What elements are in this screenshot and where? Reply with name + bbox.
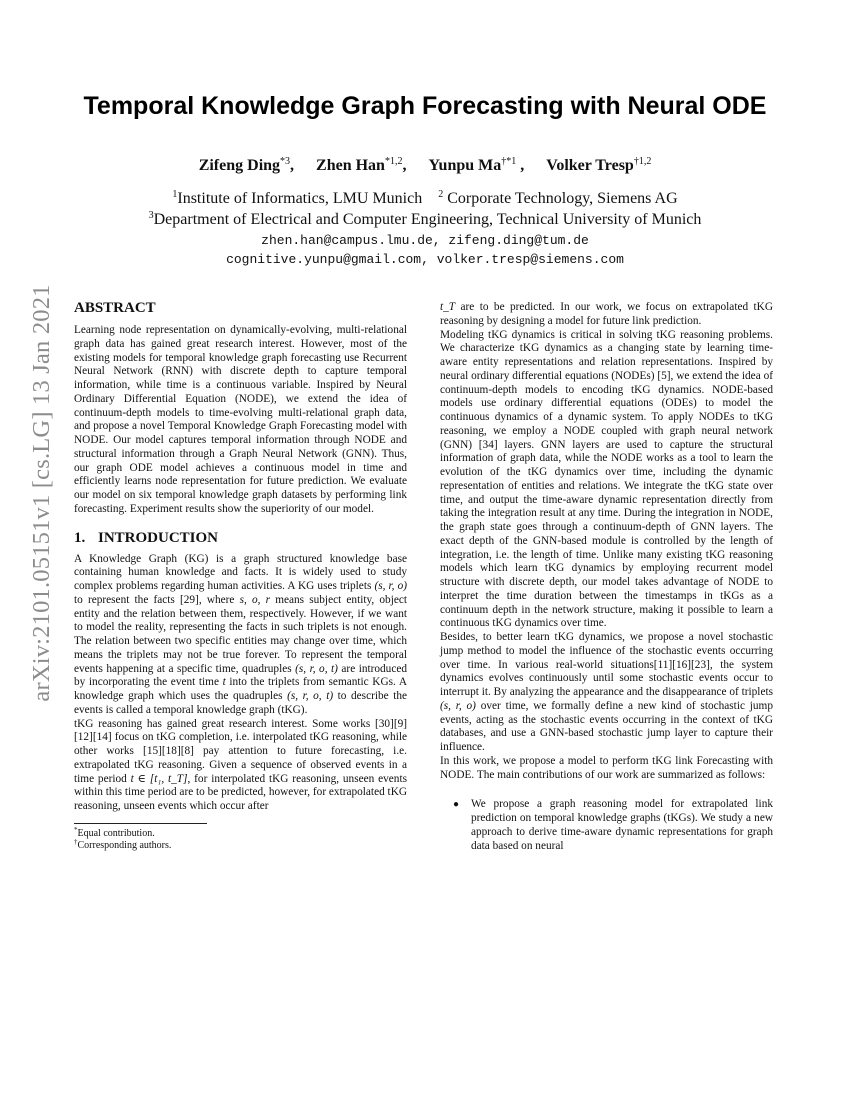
footnote-mark: †	[74, 838, 78, 847]
footnote-text: Corresponding authors.	[77, 840, 172, 852]
footnote-text: Equal contribution.	[77, 827, 155, 839]
affiliation-line-1	[0, 190, 850, 208]
affiliation-siemens: Corporate Technology, Siemens AG	[447, 190, 678, 207]
intro-paragraph-2-start	[74, 718, 407, 814]
abstract-body: Learning node representation on dynamically-evolving, multi-relational graph data has gained great research interest. However, most of the existing models for temporal knowledge graph forecasting use Recurrent Neural Network (RNN) with discrete depth to capture temporal information, while time is a continuous variable. Inspired by Neural Ordinary Differential Equation (NODE), we extend the idea of continuum-depth models to time-evolving multi-relational graph data, and propose a novel Temporal Knowledge Graph Forecasting model with NODE. Our model captures temporal information through NODE and structural information through a Graph Neural Network (GNN). Thus, our graph ODE model achieves a continuous model in time and efficiently learns node representation for future prediction. We evaluate our model on six temporal knowledge graph datasets by performing link forecasting. Experiment results show the superiority of our model.	[74, 324, 407, 515]
author-name: Volker Tresp	[546, 157, 634, 174]
introduction-heading	[74, 530, 407, 547]
affiliation-mark: 2	[438, 189, 444, 200]
bullet-icon: ●	[453, 799, 460, 811]
footnote-rule	[74, 823, 207, 824]
author-separator: ,	[402, 157, 407, 174]
intro-paragraph-3: Modeling tKG dynamics is critical in solving tKG reasoning problems. We characterize tKG dynamics as a changing state by learning time-aware entity representations and relation representations. Inspired by neural ordinary differential equations (NODEs) [5], we extend the idea of continuum-depth models to encoding tKG dynamics. NODE-based models use ordinary differential equations (ODEs) to model the continuous dynamics of a dynamic system. To apply NODEs to tKG reasoning, we employ a NODE coupled with graph neural network (GNN) [34] layers. GNN layers are used to capture the structural information of graph data, while the NODE works as a tool to learn the evolution of the tKG dynamics over time, including the dynamic representation of entities and relations. We integrate the tKG state over time, and output the time-aware dynamic representation directly from taking the integration result at any time. During the integration in NODE, the graph state goes through a continuum-depth of GNN layers. The exact depth of the GNN-based module is controlled by the length of integration, i.e. the length of time. Unlike many existing tKG reasoning models which learn tKG dynamics by employing recurrent model structure with discrete depth, our model takes advantage of NODE to interpret the time duration between the timestamps in tKGs as a continuum depth in the network structure, making it possible to learn a continuous tKG dynamics over time.	[440, 328, 773, 630]
math-inline: (s, r, o)	[374, 580, 407, 592]
text-run: to represent the facts [29], where	[74, 593, 240, 606]
arxiv-identifier-stamp	[26, 283, 58, 702]
math-inline: t ∈ [t₁, t_T]	[130, 772, 188, 785]
author-affiliation-mark: *3	[280, 156, 291, 167]
author-affiliation-mark: *1,2	[384, 156, 403, 167]
author-affiliation-mark: †*1	[501, 156, 517, 167]
text-run: over time, we formally define a new kind of stochastic jump events, acting as the stochastic events occurring in the context of tKG databases, and use a GNN-based stochastic jump layer to capture their influence.	[440, 699, 773, 753]
text-run: A Knowledge Graph (KG) is a graph structured knowledge base containing human knowledge and facts. It is widely used to study complex problems regarding human activities. A KG uses triplets	[74, 552, 407, 592]
affiliation-line-2	[0, 211, 850, 229]
author-affiliation-mark: †1,2	[633, 156, 652, 167]
intro-paragraph-4	[440, 631, 773, 755]
text-run: means subject entity, object entity and the relation between them, respectively. However, if we want to model the reality, representing the facts in such triplets is not enough. The relation between two specific entities may change over time, which means the triplets may not be true forever. To represent the temporal events happening at a specific time, quadruples	[74, 593, 407, 675]
footnote-equal-contribution	[74, 825, 407, 841]
left-column	[74, 300, 407, 853]
author-emails-line-1: zhen.han@campus.lmu.de, zifeng.ding@tum.de	[261, 233, 589, 248]
author-emails-line-2: cognitive.yunpu@gmail.com, volker.tresp@siemens.com	[226, 252, 624, 267]
text-run: to describe the events is called a temporal knowledge graph (tKG).	[74, 690, 408, 716]
intro-paragraph-5: In this work, we propose a model to perform tKG link Forecasting with NODE. The main contributions of our work are summarized as follows:	[440, 754, 773, 781]
paper-title: Temporal Knowledge Graph Forecasting with Neural ODE	[83, 92, 767, 120]
affiliation-lmu: Institute of Informatics, LMU Munich	[177, 190, 423, 207]
author-name: Zifeng Ding	[198, 157, 281, 174]
section-number: 1.	[74, 529, 86, 546]
affiliation-mark: 1	[172, 189, 178, 200]
text-run: are introduced by incorporating the event time	[74, 662, 408, 689]
contribution-text: We propose a graph reasoning model for extrapolated link prediction on temporal knowledge graphs (tKGs). We study a new approach to derive time-aware dynamic representations for graph data based on neural	[471, 798, 773, 852]
footnote-corresponding-authors	[74, 840, 407, 853]
text-run: into the triplets from semantic KGs. A knowledge graph which uses the quadruples	[74, 676, 407, 702]
math-inline: (s, r, o, t)	[287, 690, 334, 702]
author-3	[428, 157, 524, 174]
intro-paragraph-1	[74, 553, 407, 718]
math-inline: t_T	[440, 301, 456, 313]
author-name: Yunpu Ma	[428, 157, 502, 174]
text-run: , for interpolated tKG reasoning, unseen events within this time period are to be predicted, however, for extrapolated tKG reasoning, unseen events which occur after	[74, 772, 408, 812]
arxiv-identifier-text: arXiv:2101.05151v1 [cs.LG] 13 Jan 2021	[28, 283, 55, 702]
author-name: Zhen Han	[316, 157, 385, 174]
text-run: are to be predicted. In our work, we focus on extrapolated tKG reasoning by designing a model for future link prediction.	[440, 301, 773, 327]
author-1	[199, 157, 294, 174]
math-inline: (s, r, o)	[440, 699, 476, 712]
math-inline: s, o, r	[239, 593, 271, 606]
affiliation-mark: 3	[148, 210, 154, 221]
section-title: INTRODUCTION	[98, 529, 219, 546]
author-separator: ,	[520, 157, 525, 174]
right-column	[440, 301, 773, 853]
author-4	[546, 157, 651, 174]
author-2	[316, 157, 406, 174]
text-run: Besides, to better learn tKG dynamics, we propose a novel stochastic jump method to model the influence of the stochastic events occurring over time. In various real-world situations[11][16][23], the system dynamics evolves continuously until some stochastic events occur to interrupt it. By analyzing the appearance and the disappearance of triplets	[440, 631, 773, 698]
footnote-mark: *	[74, 825, 78, 834]
intro-paragraph-2-continued	[440, 301, 773, 329]
author-separator: ,	[290, 157, 295, 174]
abstract-heading: ABSTRACT	[74, 300, 156, 316]
math-inline: (s, r, o, t)	[295, 662, 338, 675]
text-run: tKG reasoning has gained great research interest. Some works [30][9][12][14] focus on tKG completion, i.e. interpolated tKG reasoning, while other works [15][18][8] pay attention to future forecasting, i.e. extrapolated tKG reasoning. Given a sequence of observed events in a time period	[74, 717, 407, 785]
author-list	[0, 157, 850, 175]
math-inline: t	[222, 676, 226, 689]
contribution-list-item	[440, 798, 773, 853]
affiliation-tum: Department of Electrical and Computer Engineering, Technical University of Munich	[153, 211, 702, 228]
